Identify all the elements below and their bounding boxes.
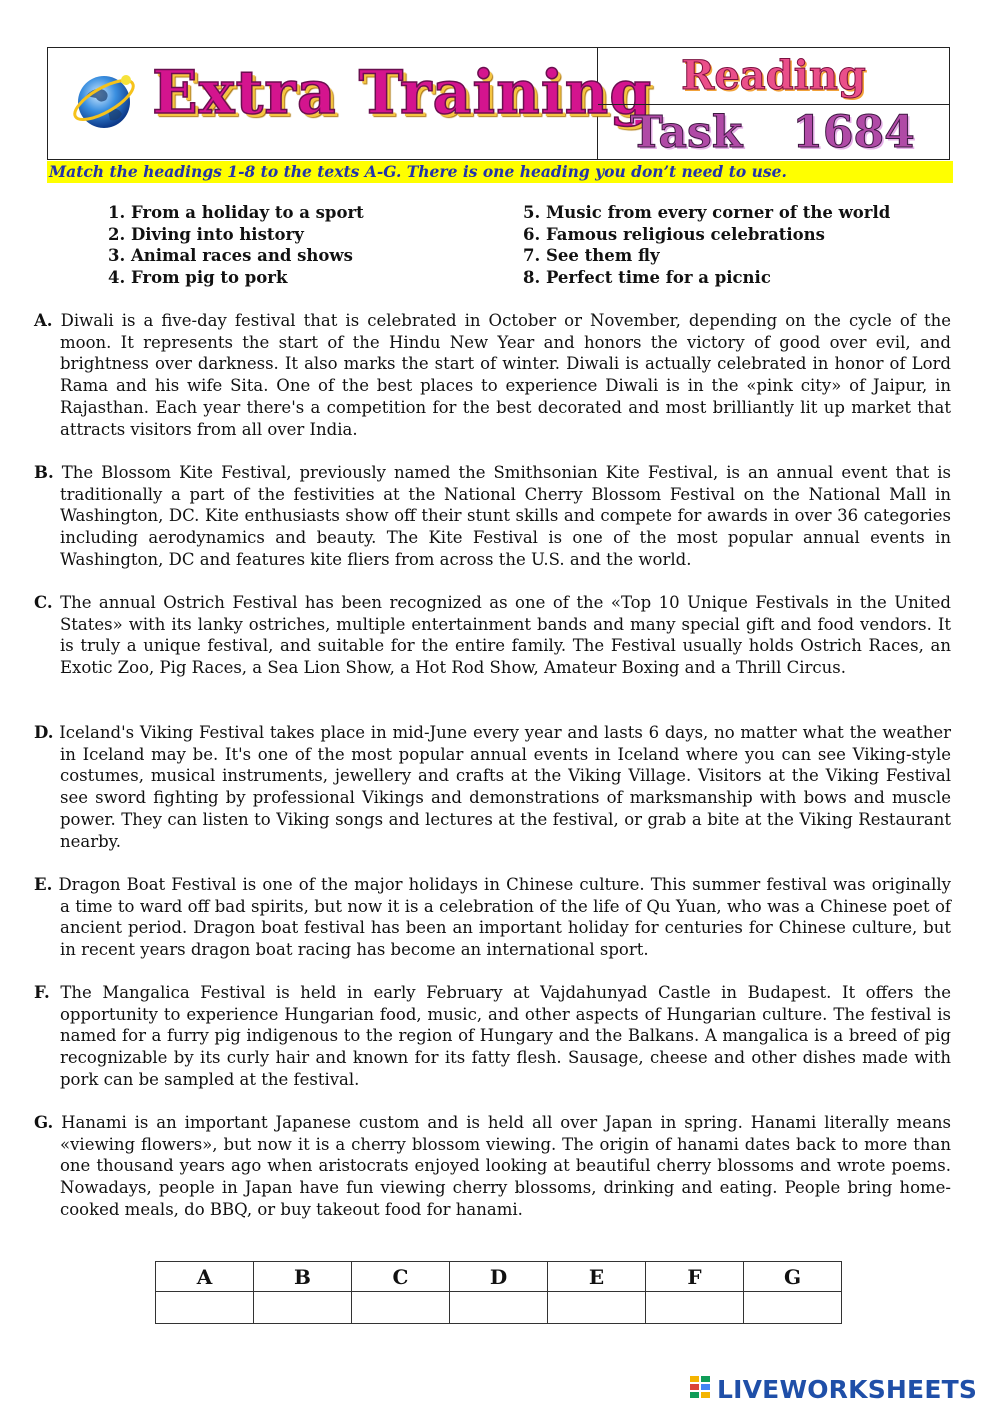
answer-column-header: A bbox=[156, 1262, 254, 1292]
answer-input-c[interactable] bbox=[352, 1292, 450, 1324]
answer-input-row bbox=[156, 1292, 842, 1324]
text-c bbox=[34, 592, 951, 679]
text-letter: E. bbox=[34, 875, 53, 894]
answer-column-header: D bbox=[450, 1262, 548, 1292]
text-body: Dragon Boat Festival is one of the major holidays in Chinese culture. This summer festival was originally a time to ward off bad spirits, but now it is a celebration of the life of Qu Yuan, who was a Chinese poet of ancient period. Dragon boat festival has been an important holiday for centuries for Chinese culture, but in recent years dragon boat racing has become an international sport. bbox=[58, 875, 951, 960]
heading-item: 4. From pig to pork bbox=[108, 268, 288, 287]
header-box bbox=[47, 47, 950, 160]
liveworksheets-logo-icon bbox=[689, 1374, 713, 1404]
text-letter: D. bbox=[34, 723, 54, 742]
task-word: Task bbox=[630, 107, 743, 158]
text-g bbox=[34, 1112, 951, 1221]
task-number: 1684 bbox=[792, 107, 915, 158]
answer-input-a[interactable] bbox=[156, 1292, 254, 1324]
text-f bbox=[34, 982, 951, 1091]
answer-column-header: F bbox=[646, 1262, 744, 1292]
answer-input-b[interactable] bbox=[254, 1292, 352, 1324]
answer-input-e[interactable] bbox=[548, 1292, 646, 1324]
answer-input-g[interactable] bbox=[744, 1292, 842, 1324]
answer-column-header: B bbox=[254, 1262, 352, 1292]
answer-header-row bbox=[156, 1262, 842, 1292]
footer-brand-text: LIVEWORKSHEETS bbox=[717, 1374, 978, 1404]
text-d bbox=[34, 722, 951, 852]
heading-item: 2. Diving into history bbox=[108, 225, 304, 244]
text-body: Iceland's Viking Festival takes place in mid-June every year and lasts 6 days, no matter what the weather in Iceland may be. It's one of the most popular annual events in Iceland where you can see Viking-style costumes, musical instruments, jewellery and crafts at the Viking Village. Visitors at the Viking Festival see sword fighting by professional Vikings and demonstrations of marksmanship with bows and muscle power. They can listen to Viking songs and lectures at the festival, or grab a bite at the Viking Restaurant nearby. bbox=[59, 723, 951, 851]
text-letter: C. bbox=[34, 593, 53, 612]
section-title: Reading bbox=[681, 52, 866, 99]
text-body: The Blossom Kite Festival, previously named the Smithsonian Kite Festival, is an annual event that is traditionally a part of the festivities at the National Cherry Blossom Festival on the National Mall in Washington, DC. Kite enthusiasts show off their stunt skills and compete for awards in over 36 categories including aerodynamics and beauty. The Kite Festival is one of the most popular annual events in Washington, DC and features kite fliers from across the U.S. and the world. bbox=[60, 463, 952, 569]
text-body: The annual Ostrich Festival has been recognized as one of the «Top 10 Unique Festivals in the United States» with its lanky ostriches, multiple entertainment bands and many special gift and food vendors. It is truly a unique festival, and suitable for the entire family. The Festival usually holds Ostrich Races, an Exotic Zoo, Pig Races, a Sea Lion Show, a Hot Rod Show, Amateur Boxing and a Thrill Circus. bbox=[60, 593, 951, 678]
answer-column-header: G bbox=[744, 1262, 842, 1292]
answer-input-f[interactable] bbox=[646, 1292, 744, 1324]
brand-cell bbox=[48, 48, 653, 159]
section-cell bbox=[598, 48, 949, 105]
text-letter: A. bbox=[34, 311, 53, 330]
heading-item: 5. Music from every corner of the world bbox=[523, 203, 891, 222]
text-e bbox=[34, 874, 951, 961]
text-body: Diwali is a five-day festival that is celebrated in October or November, depending on the cycle of the moon. It represents the start of the Hindu New Year and honors the victory of good over evil, and brightness over darkness. It also marks the start of winter. Diwali is actually celebrated in honor of Lord Rama and his wife Sita. One of the best places to experience Diwali is in the «pink city» of Jaipur, in Rajasthan. Each year there's a competition for the best decorated and most brilliantly lit up market that attracts visitors from all over India. bbox=[60, 311, 952, 439]
task-label bbox=[630, 107, 915, 158]
answer-column-header: E bbox=[548, 1262, 646, 1292]
answer-column-header: C bbox=[352, 1262, 450, 1292]
text-letter: G. bbox=[34, 1113, 54, 1132]
heading-item: 8. Perfect time for a picnic bbox=[523, 268, 771, 287]
heading-item: 1. From a holiday to a sport bbox=[108, 203, 364, 222]
text-letter: B. bbox=[34, 463, 54, 482]
globe-icon bbox=[70, 66, 138, 134]
text-b bbox=[34, 462, 951, 571]
text-letter: F. bbox=[34, 983, 50, 1002]
heading-item: 7. See them fly bbox=[523, 246, 660, 265]
answer-table bbox=[155, 1261, 842, 1324]
instruction: Match the headings 1-8 to the texts A-G. There is one heading you don’t need to use. bbox=[47, 161, 953, 183]
heading-item: 6. Famous religious celebrations bbox=[523, 225, 825, 244]
answer-input-d[interactable] bbox=[450, 1292, 548, 1324]
text-body: The Mangalica Festival is held in early February at Vajdahunyad Castle in Budapest. It offers the opportunity to experience Hungarian food, music, and other aspects of Hungarian culture. The festival is named for a furry pig indigenous to the region of Hungary and the Balkans. A mangalica is a breed of pig recognizable by its curly hair and known for its fatty flesh. Sausage, cheese and other dishes made with pork can be sampled at the festival. bbox=[60, 983, 952, 1089]
task-cell bbox=[598, 105, 949, 159]
text-body: Hanami is an important Japanese custom and is held all over Japan in spring. Hanami literally means «viewing flowers», but now it is a cherry blossom viewing. The origin of hanami dates back to more than one thousand years ago when aristocrats enjoyed looking at beautiful cherry blossoms and wrote poems. Nowadays, people in Japan have fun viewing cherry blossoms, drinking and eating. People bring home-cooked meals, do BBQ, or buy takeout food for hanami. bbox=[60, 1113, 951, 1219]
brand-title: Extra Training bbox=[152, 58, 653, 128]
text-a bbox=[34, 310, 951, 440]
heading-item: 3. Animal races and shows bbox=[108, 246, 353, 265]
footer-brand bbox=[689, 1372, 977, 1406]
